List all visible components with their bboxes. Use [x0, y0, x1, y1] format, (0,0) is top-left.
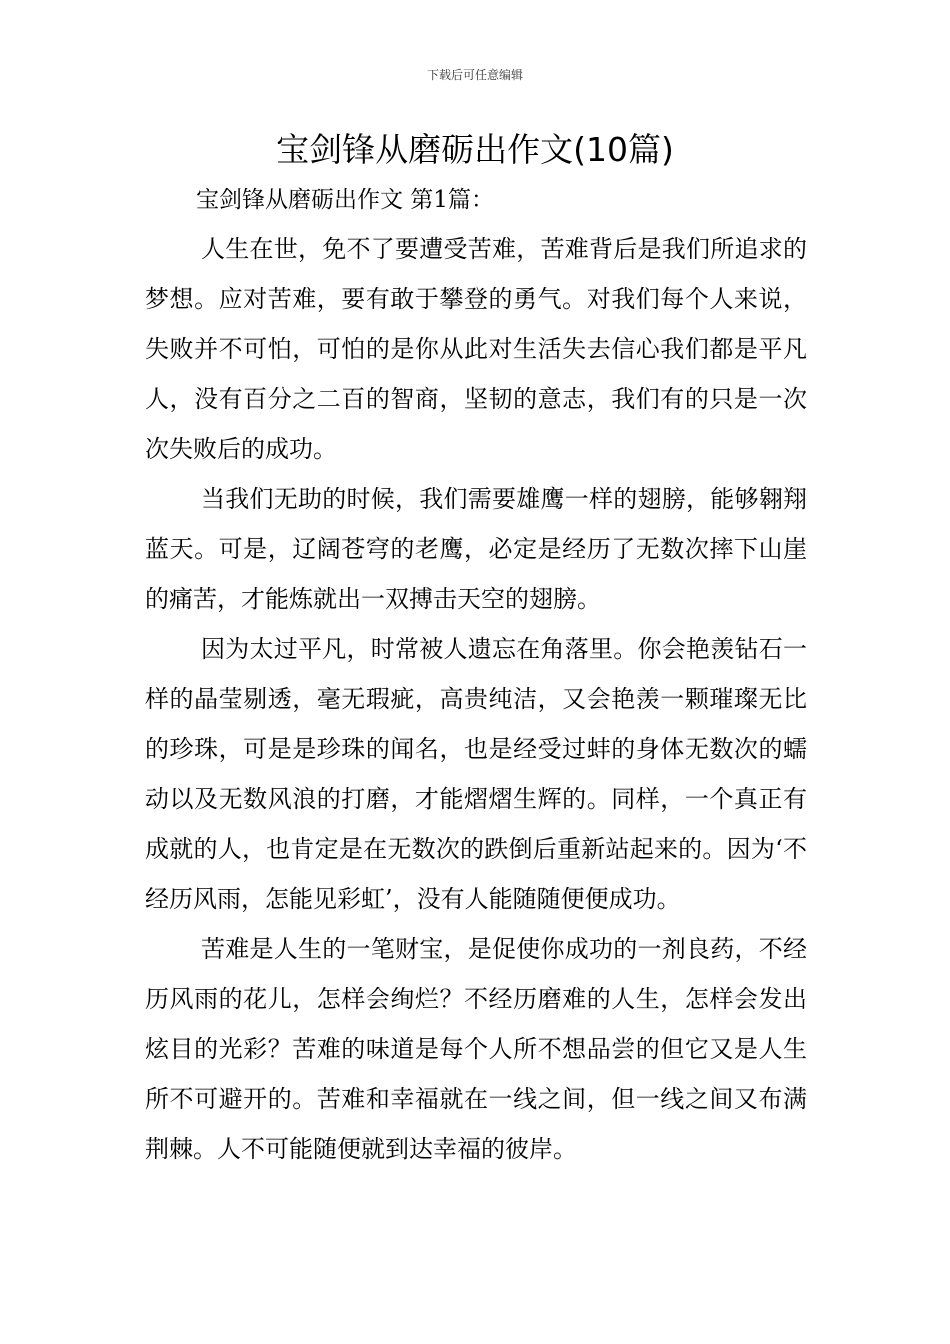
- paragraph-2: 当我们无助的时候，我们需要雄鹰一样的翅膀，能够翱翔蓝天。可是，辽阔苍穹的老鹰，必定是经历了无数次摔下山崖的痛苦，才能炼就出一双搏击天空的翅膀。: [145, 485, 807, 613]
- document-title: 宝剑锋从磨砺出作文(10篇): [276, 130, 674, 169]
- paragraph-1: 人生在世，免不了要遭受苦难，苦难背后是我们所追求的梦想。应对苦难，要有敢于攀登的勇气。对我们每个人来说，失败并不可怕，可怕的是你从此对生活失去信心我们都是平凡人，没有百分之二百的智商，坚韧的意志，我们有的只是一次次失败后的成功。: [145, 235, 807, 463]
- document-body: [145, 224, 807, 1174]
- header-note: 下载后可任意编辑: [426, 68, 523, 82]
- paragraph-4: 苦难是人生的一笔财宝，是促使你成功的一剂良药，不经历风雨的花儿，怎样会绚烂？不经历磨难的人生，怎样会发出炫目的光彩？苦难的味道是每个人所不想品尝的但它又是人生所不可避开的。苦难和幸福就在一线之间，但一线之间又布满荆棘。人不可能随便就到达幸福的彼岸。: [145, 935, 807, 1163]
- paragraph-3: 因为太过平凡，时常被人遗忘在角落里。你会艳羡钻石一样的晶莹剔透，毫无瑕疵，高贵纯洁，又会艳羡一颗璀璨无比的珍珠，可是是珍珠的闻名，也是经受过蚌的身体无数次的蠕动以及无数风浪的打磨，才能熠熠生辉的。同样，一个真正有成就的人，也肯定是在无数次的跌倒后重新站起来的。因为‘不经历风雨，怎能见彩虹’，没有人能随随便便成功。: [145, 635, 807, 913]
- section-heading: 宝剑锋从磨砺出作文 第1篇：: [196, 187, 494, 213]
